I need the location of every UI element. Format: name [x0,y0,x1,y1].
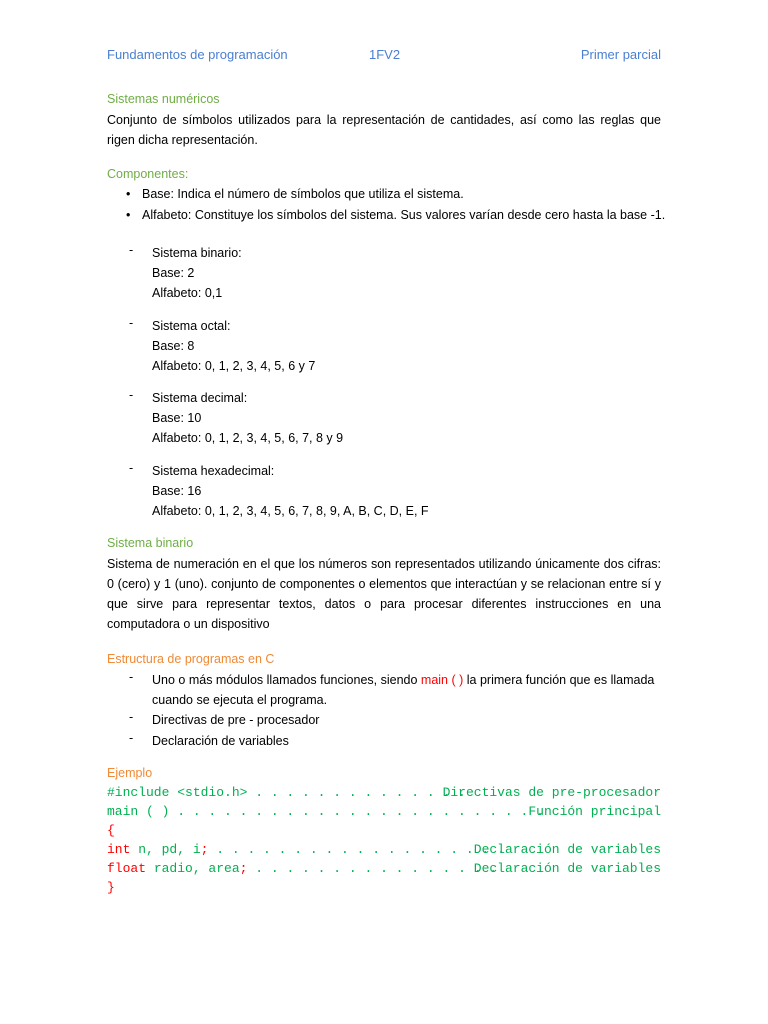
list-item [107,316,661,376]
code-line [107,785,661,800]
code-comment: Función principal [528,804,661,819]
system-alphabet: Alfabeto: 0,1 [152,286,223,300]
section-heading-estructura: Estructura de programas en C [107,652,275,666]
code-text: #include <stdio.h> . . . . . . . . . . . . . . [107,785,466,800]
bullet-text: Alfabeto: Constituye los símbolos del sistema. Sus valores varían desde cero hasta la base -1. [142,208,666,222]
list-item [107,731,661,751]
dash-icon: - [129,243,134,257]
estructura-item-text: Declaración de variables [152,734,289,748]
dash-icon: - [129,316,134,330]
section-heading-sistema-binario: Sistema binario [107,536,194,550]
header-subject: Fundamentos de programación [107,47,288,62]
estructura-item-text: Uno o más módulos llamados funciones, siendo [152,673,421,687]
bullet-icon: • [126,187,131,201]
dash-icon: - [129,710,134,724]
bullet-text: Base: Indica el número de símbolos que utiliza el sistema. [142,187,464,201]
system-base: Base: 10 [152,411,202,425]
list-item [107,208,666,228]
system-alphabet: Alfabeto: 0, 1, 2, 3, 4, 5, 6, 7, 8, 9, A, B, C, D, E, F [152,504,429,518]
main-function-highlight: main ( ) [420,673,464,687]
code-line [107,861,661,876]
system-name: Sistema hexadecimal: [152,464,275,478]
system-alphabet: Alfabeto: 0, 1, 2, 3, 4, 5, 6, 7, 8 y 9 [152,431,344,445]
system-base: Base: 16 [152,484,202,498]
dash-icon: - [129,731,134,745]
code-comment: Declaración de variables [473,861,661,876]
code-keyword: float [107,861,147,876]
code-text: n, pd, i [130,842,201,857]
code-line [107,804,661,819]
dash-icon: - [129,670,134,684]
code-keyword: int [107,842,131,857]
system-name: Sistema decimal: [152,391,248,405]
section-heading-ejemplo: Ejemplo [107,766,153,780]
sistemas-numericos-definition: Conjunto de símbolos utilizados para la representación de cantidades, así como las reglas que rigen dicha representación. [107,113,661,147]
system-name: Sistema octal: [152,319,231,333]
code-line [107,842,661,857]
list-item [107,243,661,303]
header-exam: Primer parcial [580,47,661,62]
list-item [107,670,661,710]
estructura-item-text: Directivas de pre - procesador [152,713,320,727]
page-header [107,47,661,65]
system-base: Base: 2 [152,266,195,280]
dash-icon: - [129,461,134,475]
list-item [107,461,661,521]
system-name: Sistema binario: [152,246,242,260]
list-item [107,187,661,207]
section-heading-sistemas-numericos: Sistemas numéricos [107,92,220,106]
code-line [107,823,661,838]
code-dots: . . . . . . . . . . . . . . . . [247,861,498,876]
code-text: main ( ) . . . . . . . . . . . . . . . . . . . . . . . . [107,804,544,819]
code-semicolon: ; [239,861,248,876]
code-text: radio, area [146,861,240,876]
code-brace: } [107,880,115,895]
code-comment: Directivas de pre-procesador [442,785,661,800]
list-item [107,388,661,448]
code-semicolon: ; [200,842,209,857]
sistema-binario-text: Sistema de numeración en el que los números son representados utilizando únicamente dos cifras: 0 (cero) y 1 (uno). conjunto de componentes o elementos que interactúan y se relacionan entre sí y que sirve para representar textos, datos o para procesar diferentes instrucciones en una computadora o un dispositivo [107,557,661,631]
code-brace: { [107,823,115,838]
dash-icon: - [129,388,134,402]
section-heading-componentes: Componentes: [107,167,189,181]
code-dots: . . . . . . . . . . . . . . . . . . . [208,842,505,857]
system-base: Base: 8 [152,339,195,353]
system-alphabet: Alfabeto: 0, 1, 2, 3, 4, 5, 6 y 7 [152,359,316,373]
header-group: 1FV2 [369,47,401,62]
bullet-icon: • [126,208,131,222]
code-line [107,880,661,895]
list-item [107,710,661,730]
estructura-item-text: la primera función que es llamada cuando se ejecuta el programa. [152,673,655,707]
code-comment: Declaración de variables [473,842,661,857]
